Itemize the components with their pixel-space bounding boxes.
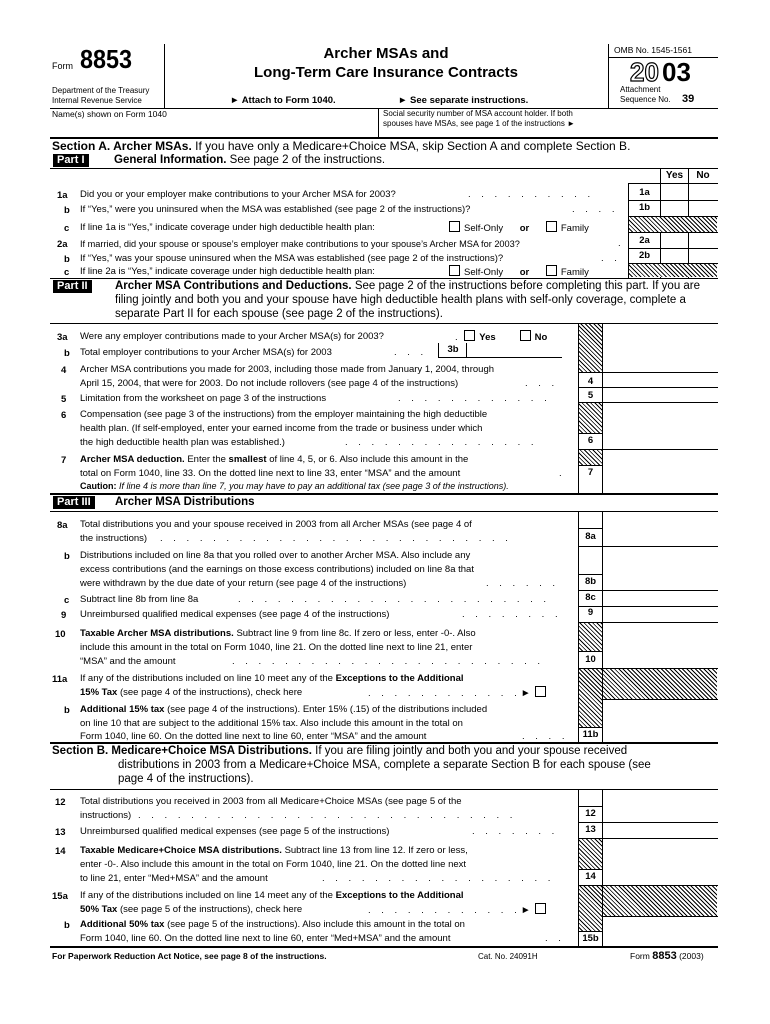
line-10-text-3: “MSA” and the amount	[80, 656, 176, 667]
box-2a-label: 2a	[639, 235, 650, 246]
line-7-rest: of line 4, 5, or 6. Also include this amount in the	[269, 454, 469, 465]
line-4-text-2: April 15, 2004, that were for 2003. Do not include rollovers (see page 4 of the instructions)	[80, 378, 459, 389]
header-divider-right	[608, 44, 609, 108]
line-8c-amount[interactable]	[603, 591, 717, 606]
line-14-rest: Subtract line 13 from line 12. If zero or less,	[284, 845, 468, 856]
line-2a-text: If married, did your spouse or spouse’s employer make contributions to your spouse’s Archer MSA for 2003?	[80, 239, 520, 249]
line-7-enter: Enter the	[187, 454, 226, 465]
line-14-text-3: to line 21, enter “Med+MSA” and the amount	[80, 873, 268, 884]
line-15b-rest: (see page 5 of the instructions). Also include this amount in the total on	[167, 919, 465, 930]
line-10-amount[interactable]	[603, 652, 717, 668]
line-1b-no[interactable]	[689, 201, 717, 216]
line-6-amount[interactable]	[603, 434, 717, 449]
line-3b-number: b	[64, 348, 70, 359]
line-15a-dots: . . . . . . . . . . . .►	[368, 903, 550, 919]
yes-column-header: Yes	[665, 170, 684, 181]
line-10-number: 10	[55, 629, 66, 640]
line-11a-text-2	[80, 686, 302, 701]
part-1-badge: Part I	[53, 154, 89, 167]
line-6-text-2: health plan. (If self-employed, enter your earned income from the trade or business under which	[80, 423, 483, 434]
line-1b-text: If “Yes,” were you uninsured when the MSA was established (see page 2 of the instructions)?	[80, 204, 471, 215]
line-1a-no[interactable]	[689, 184, 717, 200]
box-4-label: 4	[587, 376, 594, 387]
line-1b-number: b	[64, 205, 70, 216]
line-2a-no[interactable]	[689, 233, 717, 248]
line-12-text-2: instructions)	[80, 810, 132, 821]
line-3a-no-checkbox[interactable]	[520, 330, 531, 341]
footer-year: (2003)	[679, 951, 704, 961]
line-1a-number: 1a	[57, 190, 68, 201]
line-4-text-1: Archer MSA contributions you made for 2003, including those made from January 1, 2004, through	[80, 364, 495, 375]
form-number: 8853	[80, 44, 133, 74]
line-7-text-1	[80, 453, 468, 468]
line-15a-rest: (see page 5 of the instructions), check here	[119, 904, 303, 915]
line-2b-yes[interactable]	[661, 249, 688, 263]
line-3a-yes-label: Yes	[479, 332, 496, 343]
section-b-text-1: If you are filing jointly and both you and your spouse received	[315, 745, 628, 757]
sequence-label: Sequence No.	[620, 95, 671, 104]
omb-number: OMB No. 1545-1561	[614, 45, 692, 55]
shaded-line6	[579, 403, 602, 433]
shaded-line15	[579, 886, 602, 931]
shaded-line10	[579, 623, 602, 651]
line-15b-number: b	[64, 920, 70, 931]
irs-label: Internal Revenue Service	[52, 96, 142, 105]
footer-form	[630, 950, 704, 962]
line-1a-yes[interactable]	[661, 184, 688, 200]
line-2c-self-only-checkbox[interactable]	[449, 265, 460, 276]
line-15a-checkbox[interactable]	[535, 903, 546, 914]
box-8c-label: 8c	[585, 592, 596, 603]
form-word: Form	[52, 61, 73, 71]
line-11a-rest: (see page 4 of the instructions), check here	[119, 687, 303, 698]
line-12-number: 12	[55, 797, 66, 808]
line-10-text-1	[80, 627, 476, 642]
line-11b-amount[interactable]	[603, 700, 717, 741]
line-11b-text-2: on line 10 that are subject to the additional 15% tax. Also include this amount in the total on	[80, 718, 463, 729]
line-14-amount[interactable]	[603, 870, 717, 885]
box-11b-label: 11b	[582, 729, 599, 740]
line-15a-text-1	[80, 889, 464, 904]
line-2c-text: If line 2a is “Yes,” indicate coverage under high deductible health plan:	[80, 266, 375, 277]
line-8b-amount[interactable]	[603, 575, 717, 590]
line-3a-no-label: No	[534, 332, 548, 343]
dept-treasury: Department of the Treasury	[52, 86, 150, 95]
line-10-bold: Taxable Archer MSA distributions.	[80, 628, 234, 639]
no-column-header: No	[696, 170, 710, 181]
self-only-label: Self-Only	[464, 267, 504, 278]
line-2c-number: c	[64, 267, 70, 278]
line-2a-yes[interactable]	[661, 233, 688, 248]
line-3a-yes-checkbox[interactable]	[464, 330, 475, 341]
shaded-line7	[579, 450, 602, 465]
line-1c-self-only-checkbox[interactable]	[449, 221, 460, 232]
box-12-label: 12	[585, 808, 596, 819]
line-11a-exceptions: Exceptions to the Additional	[335, 673, 464, 684]
line-11a-dots: . . . . . . . . . . . .►	[368, 686, 550, 702]
box-5-label: 5	[587, 390, 594, 401]
section-b-title: Section B. Medicare+Choice MSA Distributions.	[52, 745, 312, 757]
line-7-number: 7	[61, 455, 67, 466]
part-1-subtitle: See page 2 of the instructions.	[229, 154, 386, 166]
attach-instruction: ► Attach to Form 1040.	[230, 95, 336, 106]
line-3a-number: 3a	[57, 332, 68, 343]
shaded-line15a	[603, 886, 717, 916]
catalog-number: Cat. No. 24091H	[478, 952, 538, 961]
line-5-text: Limitation from the worksheet on page 3 of the instructions	[80, 393, 327, 404]
line-14-number: 14	[55, 846, 66, 857]
line-11a-checkbox[interactable]	[535, 686, 546, 697]
line-8a-text-1: Total distributions you and your spouse received in 2003 from all Archer MSAs (see page 4 of	[80, 519, 472, 530]
attachment-label: Attachment	[620, 85, 661, 94]
ssn-label: Social security number of MSA account holder. If both spouses have MSAs, see page 1 of the instructions ►	[383, 109, 576, 128]
line-15a-number: 15a	[52, 891, 68, 902]
line-7-bold: Archer MSA deduction.	[80, 454, 185, 465]
names-label: Name(s) shown on Form 1040	[52, 109, 167, 119]
part-2-badge: Part II	[53, 280, 92, 293]
box-8b-label: 8b	[584, 576, 597, 587]
section-a-text: If you have only a Medicare+Choice MSA, skip Section A and complete Section B.	[195, 139, 631, 153]
line-15a-exceptions: Exceptions to the Additional	[335, 890, 464, 901]
see-instructions: ► See separate instructions.	[398, 95, 529, 106]
line-2c-family-checkbox[interactable]	[546, 265, 557, 276]
line-9-text: Unreimbursed qualified medical expenses (see page 4 of the instructions)	[80, 609, 390, 620]
line-6-text-3: the high deductible health plan was established.)	[80, 437, 285, 448]
line-11b-text-3: Form 1040, line 60. On the dotted line next to line 60, enter “MSA” and the amount	[80, 731, 427, 742]
line-11b-rest: (see page 4 of the instructions). Enter 15% (.15) of the distributions included	[167, 704, 488, 715]
section-a-heading	[52, 139, 630, 153]
line-11b-text-1	[80, 703, 487, 718]
line-11a-tax: 15% Tax	[80, 687, 118, 698]
or-label: or	[519, 267, 530, 278]
line-3b-text: Total employer contributions to your Archer MSA(s) for 2003	[80, 347, 332, 358]
footer-form-number: 8853	[652, 950, 677, 962]
line-2a-number: 2a	[57, 239, 68, 250]
part-3-badge: Part III	[53, 496, 95, 509]
section-b-text-3: page 4 of the instructions).	[118, 773, 254, 785]
line-15a-text-2	[80, 903, 302, 918]
line-8c-text: Subtract line 8b from line 8a	[80, 594, 199, 605]
line-14-bold: Taxable Medicare+Choice MSA distributions.	[80, 845, 282, 856]
line-8a-amount[interactable]	[603, 529, 717, 546]
section-b-text-2: distributions in 2003 from a Medicare+Choice MSA, complete a separate Section B for each spouse (see	[118, 759, 651, 771]
line-15b-amount[interactable]	[603, 917, 717, 945]
line-1c-text: If line 1a is “Yes,” indicate coverage under high deductible health plan:	[80, 222, 375, 233]
line-13-text: Unreimbursed qualified medical expenses (see page 5 of the instructions)	[80, 826, 390, 837]
shaded-1c	[629, 217, 717, 232]
line-14-text-2: enter -0-. Also include this amount in the total on Form 1040, line 21. On the dotted line next	[80, 859, 467, 870]
box-13-label: 13	[585, 824, 596, 835]
line-15a-tax: 50% Tax	[80, 904, 118, 915]
line-8b-text-1: Distributions included on line 8a that you rolled over to another Archer MSA. Also include any	[80, 550, 471, 561]
shaded-line14	[579, 839, 602, 869]
box-6-label: 6	[587, 435, 594, 446]
line-15b-text-2: Form 1040, line 60. On the dotted line next to line 60, enter “Med+MSA” and the amount	[80, 933, 451, 944]
line-12-text-1: Total distributions you received in 2003 from all Medicare+Choice MSAs (see page 5 of the	[80, 796, 462, 807]
line-8b-text-2: excess contributions (and the earnings on those excess contributions) included on line 8a that	[80, 564, 474, 575]
box-3b-label: 3b	[447, 344, 459, 355]
line-6-number: 6	[61, 410, 67, 421]
form-title-line2: Long-Term Care Insurance Contracts	[254, 64, 518, 81]
ssn-input[interactable]	[590, 110, 716, 136]
line-11b-bold: Additional 15% tax	[80, 704, 165, 715]
line-5-number: 5	[61, 394, 67, 405]
or-label: or	[519, 223, 530, 234]
family-label: Family	[560, 223, 589, 234]
line-7-smallest: smallest	[228, 454, 267, 465]
line-13-amount[interactable]	[603, 823, 717, 838]
section-b-heading	[52, 744, 718, 758]
box-7-label: 7	[587, 467, 594, 478]
line-9-number: 9	[61, 610, 67, 621]
line-2b-number: b	[64, 254, 70, 265]
name-input[interactable]	[52, 120, 372, 136]
part-2-subtitle-2: If you are filing jointly and both you and your spouse have high deductible health plans with self-only coverage, complete a separate Part II for each spouse (see page 2 of the instructions).	[115, 280, 701, 320]
self-only-label: Self-Only	[464, 223, 504, 234]
box-15b-label: 15b	[582, 933, 599, 944]
year-outline: 20	[630, 57, 659, 87]
line-1c-family-checkbox[interactable]	[546, 221, 557, 232]
sequence-number: 39	[682, 93, 695, 105]
form-8853-page: Form 8853 Department of the Treasury Internal Revenue Service Archer MSAs and Long-Term Care Insurance Contracts ► Attach to Form 1040. ► See separate instructions. OMB No. 1545-1561 20 03 Attachment Sequence No. 39 Name(s) shown on Form 1040 Social security number of MSA account holder. If both spouses have MSAs, see page 1 of the instructions ► Section A. Archer MSAs. If you have only a Medicare+Choice MSA, skip Section A and complete Section B. Part I General Information. See page 2 of the instructions. Yes No 1a Did you or your employer make contributions to your Archer MSA for 2003? . . . . . . . . . . 1a b If “Yes,” were you uninsured when the MSA was established (see page 2 of the instructions)? . . . . 1b c If line 1a is “Yes,” indicate coverage under high deductible health plan: Self-Only or Family 2a If married, did your spouse or spouse’s employer make contributions to your spouse’s Archer MSA for 2003? . 2a b If “Yes,” was your spouse uninsured when the MSA was established (see page 2 of the instructions)? . . 2b c If line 2a is “Yes,” indicate coverage under high deductible health plan: Self-Only or Family Part II Archer MSA Contributions and Deductions. See page 2 of the instructions before completing this part. If you are filing jointly and both you and your spouse have high deductible health plans with self-only coverage, complete a separate Part II for each spouse (see page 2 of the instructions). 3a Were any employer contributions made to your Archer MSA(s) for 2003? . Yes No b Total employer contributions to your Archer MSA(s) for 2003 . . . 3b 4 Archer MSA contributions you made for 2003, including those made from January 1, 2004, through April 15, 2004, that were for 2003. Do not include rollovers (see page 4 of the instructions) . . . 4 5 Limitation from the worksheet on page 3 of the instructions . . . . . . . . . . . . 5 6 Compensation (see page 3 of the instructions) from the employer maintaining the high deductible health plan. (If self-employed, enter your earned income from the trade or business under which the high deductible health plan was established.) . . . . . . . . . . . . . . . 6 7 Archer MSA deduction. Enter the smallest of line 4, 5, or 6. Also include this amount in the total on Form 1040, line 33. On the dotted line next to line 33, enter “MSA” and the amount . 7 Caution: If line 4 is more than line 7, you may have to pay an additional tax (see page 3 of the instructions). Part III Archer MSA Distributions 8a Total distributions you and your spouse received in 2003 from all Archer MSAs (see page 4 of the instructions) . . . . . . . . . . . . . . . . . . . . . . . . . . . 8a b Distributions included on line 8a that you rolled over to another Archer MSA. Also include any excess contributions (and the earnings on those excess contributions) included on line 8a that were withdrawn by the due date of your return (see page 4 of the instructions) . . . . . . 8b c Subtract line 8b from line 8a . . . . . . . . . . . . . . . . . . . . . . . . 8c 9 Unreimbursed qualified medical expenses (see page 4 of the instructions) . . . . . . . . 9 10 Taxable Archer MSA distributions. Subtract line 9 from line 8c. If zero or less, enter -0-. Also include this amount in the total on Form 1040, line 21. On the dotted line next to line 21, enter “MSA” and the amount . . . . . . . . . . . . . . . . . . . . . . . . 10 11a If any of the distributions included on line 10 meet any of the Exceptions to the Additional 15% Tax (see page 4 of the instructions), check here . . . . . . . . . . . .► b Additional 15% tax (see page 4 of the instructions). Enter 15% (.15) of the distributions included on line 10 that are subject to the additional 15% tax. Also include this amount in the total on Form 1040, line 60. On the dotted line next to line 60, enter “MSA” and the amount . . . . 11b Section B. Medicare+Choice MSA Distributions. If you are filing jointly and both you and your spouse received distributions in 2003 from a Medicare+Choice MSA, complete a separate Section B for each spouse (see page 4 of the instructions). 12 Total distributions you received in 2003 from all Medicare+Choice MSAs (see page 5 of the instructions) . . . . . . . . . . . . . . . . . . . . . . . . . . . . . 12 13 Unreimbursed qualified medical expenses (see page 5 of the instructions) . . . . . . . 13 14 Taxable Medicare+Choice MSA distributions. Subtract line 13 from line 12. If zero or less, enter -0-. Also include this amount in the total on Form 1040, line 21. On the dotted line next to line 21, enter “Med+MSA” and the amount . . . . . . . . . . . . . . . . . . 14 15a If any of the distributions included on line 14 meet any of the Exceptions to the Additional 50% Tax (see page 5 of the instructions), check here . . . . . . . . . . . .► b Additional 50% tax (see page 5 of the instructions). Also include this amount in the total on Form 1040, line 60. On the dotted line next to line 60, enter “Med+MSA” and the amount . . 15b For Paperwork Reduction Act Notice, see page 8 of the instructions. Cat. No. 24091H Form 8853 (2003)	[0, 0, 770, 1024]
line-3a-text: Were any employer contributions made to your Archer MSA(s) for 2003?	[80, 331, 384, 342]
shaded-line11a	[603, 669, 717, 699]
line-10-text-2: include this amount in the total on Form 1040, line 21. On the dotted line next to line 21, enter	[80, 642, 473, 653]
line-1c-options	[445, 221, 589, 237]
line-10-rest: Subtract line 9 from line 8c. If zero or less, enter -0-. Also	[236, 628, 476, 639]
line-11a-start: If any of the distributions included on line 10 meet any of the	[80, 673, 333, 684]
line-8a-number: 8a	[57, 520, 68, 531]
box-10-label: 10	[585, 654, 596, 665]
line-1c-number: c	[64, 223, 70, 234]
line-11b-number: b	[64, 705, 70, 716]
line-8b-number: b	[64, 551, 70, 562]
line-4-amount[interactable]	[603, 373, 717, 387]
line-15b-bold: Additional 50% tax	[80, 919, 165, 930]
line-12-amount[interactable]	[603, 807, 717, 822]
line-3a-options: . Yes No	[455, 332, 548, 343]
line-2b-text: If “Yes,” was your spouse uninsured when the MSA was established (see page 2 of the instructions)?	[80, 253, 504, 264]
box-8a-label: 8a	[585, 531, 596, 542]
line-1a-text: Did you or your employer make contributions to your Archer MSA for 2003?	[80, 189, 396, 200]
part-1-title: General Information.	[114, 154, 227, 166]
caution-text: If line 4 is more than line 7, you may have to pay an additional tax (see page 3 of the instructions).	[119, 481, 509, 491]
line-2b-no[interactable]	[689, 249, 717, 263]
form-title-line1: Archer MSAs and	[323, 45, 449, 62]
box-1b-label: 1b	[638, 202, 651, 213]
part-2-title: Archer MSA Contributions and Deductions.	[115, 280, 352, 292]
line-11a-number: 11a	[52, 674, 68, 685]
line-4-number: 4	[61, 365, 67, 376]
paperwork-notice: For Paperwork Reduction Act Notice, see page 8 of the instructions.	[52, 951, 327, 961]
box-2b-label: 2b	[638, 250, 651, 261]
part-1-heading	[114, 154, 385, 167]
family-label: Family	[560, 267, 589, 278]
line-5-amount[interactable]	[603, 388, 717, 402]
part-3-title: Archer MSA Distributions	[115, 496, 255, 508]
line-8a-text-2: the instructions)	[80, 533, 148, 544]
line-7-caution	[80, 480, 509, 492]
line-1b-yes[interactable]	[661, 201, 688, 216]
line-7-amount[interactable]	[603, 466, 717, 481]
year-bold: 03	[662, 57, 691, 87]
box-14-label: 14	[585, 871, 596, 882]
line-8b-text-3: were withdrawn by the due date of your return (see page 4 of the instructions)	[80, 578, 407, 589]
box-1a-label: 1a	[639, 187, 650, 198]
shaded-line11	[579, 669, 602, 727]
shaded-part2-top	[579, 324, 602, 372]
line-8c-number: c	[64, 595, 70, 606]
caution-label: Caution:	[80, 481, 117, 491]
part-2-subtitle: See page 2 of the instructions before completing this part.	[354, 280, 649, 292]
line-3b-amount[interactable]	[467, 343, 562, 357]
box-9-label: 9	[587, 607, 594, 618]
part-2-heading	[115, 279, 715, 321]
line-7-text-2: total on Form 1040, line 33. On the dotted line next to line 33, enter “MSA” and the amount	[80, 468, 461, 479]
line-11a-text-1	[80, 672, 464, 687]
footer-form-word: Form	[630, 951, 650, 961]
section-a-title: Section A. Archer MSAs.	[52, 139, 192, 153]
line-15a-start: If any of the distributions included on line 14 meet any of the	[80, 890, 333, 901]
line-13-number: 13	[55, 827, 66, 838]
line-9-amount[interactable]	[603, 607, 717, 622]
line-6-text-1: Compensation (see page 3 of the instructions) from the employer maintaining the high deductible	[80, 409, 488, 420]
line-15b-text-1	[80, 918, 465, 933]
line-14-text-1	[80, 844, 468, 859]
shaded-2c	[629, 264, 717, 277]
